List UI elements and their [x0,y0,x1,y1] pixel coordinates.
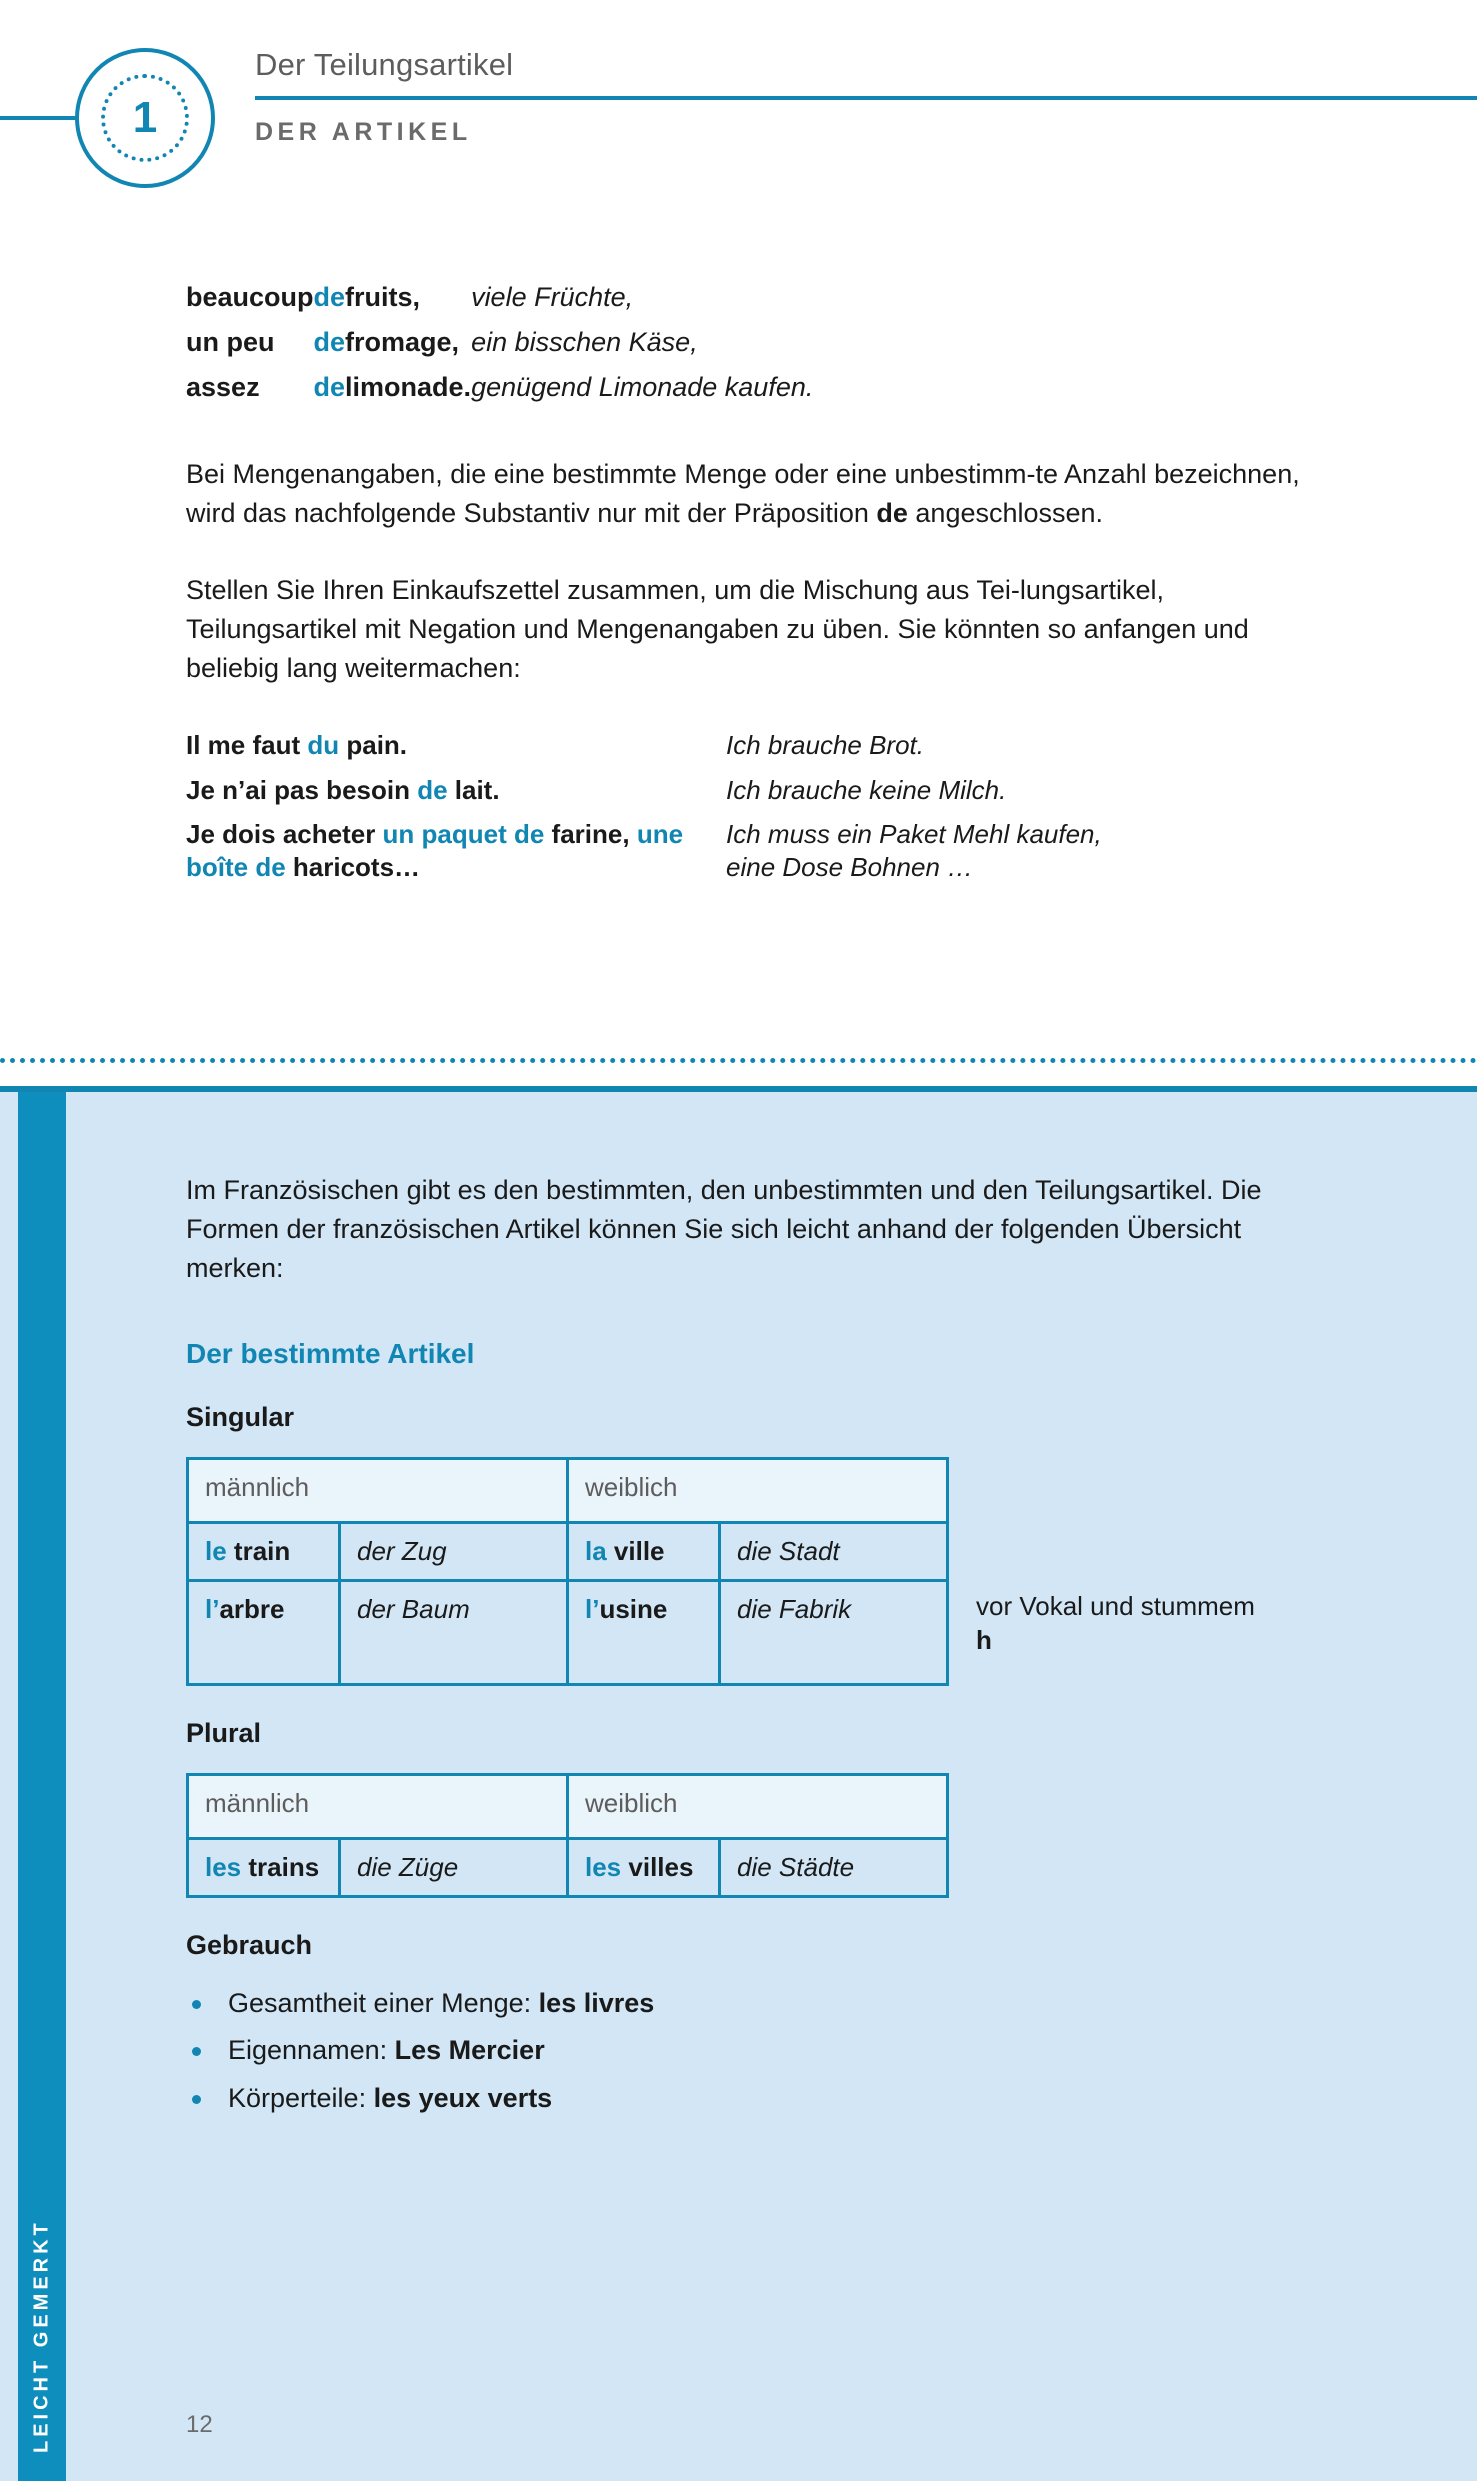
sentence-part: Je n’ai pas besoin [186,774,418,805]
article: les [585,1851,622,1882]
table-row [188,1522,948,1580]
highlight-article: de [417,774,448,805]
french-sentence [186,729,726,773]
usage-list [186,1989,1417,2114]
chapter-badge [75,48,215,188]
page-subtitle: DER ARTIKEL [255,118,472,147]
table-row [186,774,1102,818]
main-content [0,282,1477,895]
article: l’ [585,1593,600,1624]
usage-label: Eigennamen: [228,2035,395,2066]
masculine-noun [188,1580,340,1684]
noun: usine [599,1593,668,1624]
usage-example: les yeux verts [373,2083,553,2113]
quantifier: assez [186,372,260,402]
article: les [205,1851,242,1882]
highlight-article: du [307,730,340,761]
noun: arbre [219,1593,285,1624]
plural-label: Plural [186,1717,262,1748]
shopping-examples-table [186,729,1102,895]
preposition-de: de [313,372,346,402]
table-row [186,729,1102,773]
list-item [186,1989,1417,2019]
article: l’ [205,1593,220,1624]
sentence-part: farine, [544,818,637,849]
noun: train [226,1535,291,1566]
translation-line: Ich muss ein Paket Mehl kaufen, [726,818,1102,849]
preposition-de: de [313,327,346,357]
article: la [585,1535,607,1566]
noun: fromage, [345,327,460,357]
french-sentence [186,774,726,818]
noun: villes [621,1851,694,1882]
note-bold-h: h [976,1625,992,1656]
feminine-translation: die Fabrik [720,1580,948,1684]
paragraph-text-a: Bei Mengenangaben, die eine bestimmte Menge oder eine unbestimm-te Anzahl bezeichnen, wird das nachfolgende Substantiv nur mit der Präposition [186,459,1300,528]
translation: genügend Limonade kaufen. [471,372,814,402]
inline-bold-de: de [876,497,908,528]
masculine-noun [188,1838,340,1896]
table-row [188,1580,948,1684]
german-translation [726,818,1102,896]
masculine-translation: der Baum [340,1580,568,1684]
sentence-part: Je dois acheter [186,818,383,849]
feminine-noun [568,1838,720,1896]
noun: limonade. [345,372,472,402]
sentence-part: pain. [339,730,408,761]
feminine-noun [568,1580,720,1684]
article: le [205,1535,227,1566]
sentence-part: haricots… [285,852,421,883]
quantity-examples-table [186,282,813,417]
translation-line: eine Dose Bohnen … [726,852,974,883]
panel-side-tab [18,1092,66,2481]
panel-tab-label: LEICHT GEMERKT [30,2219,53,2453]
panel-section-title: Der bestimmte Artikel [186,1337,475,1369]
paragraph-mengenangaben [186,455,1327,533]
table-row [186,818,1102,896]
noun: ville [606,1535,665,1566]
table-row [188,1838,948,1896]
singular-table-wrap [186,1457,1417,1686]
german-translation: Ich brauche Brot. [726,730,924,761]
translation: viele Früchte, [471,282,634,312]
table-row [186,372,813,417]
plural-article-table [186,1773,949,1898]
paragraph-text-b: angeschlossen. [907,497,1104,528]
chapter-number: 1 [132,93,158,142]
masculine-translation: der Zug [340,1522,568,1580]
plural-table-wrap [186,1773,1417,1898]
paragraph-einkaufszettel: Stellen Sie Ihren Einkaufszettel zusammen, um die Mischung aus Tei-lungsartikel, Teilungsartikel mit Negation und Mengenangaben zu üben. Sie könnten so anfangen und beliebig lang weitermachen: [186,574,1249,683]
dotted-divider [0,1058,1477,1063]
column-header-feminine: weiblich [568,1774,948,1838]
column-header-masculine: männlich [188,1774,568,1838]
page-title: Der Teilungsartikel [255,47,514,82]
highlight-quantity: une boîte de [186,818,684,883]
quantifier: beaucoup [186,282,314,312]
feminine-translation: die Städte [720,1838,948,1896]
list-item [186,2036,1417,2066]
header-text-group [255,48,1477,147]
preposition-de: de [313,282,346,312]
masculine-noun [188,1522,340,1580]
feminine-noun [568,1522,720,1580]
table-row [186,327,813,372]
column-header-feminine: weiblich [568,1458,948,1522]
elision-note [976,1589,1256,1659]
sentence-part: Il me faut [186,730,308,761]
noun: trains [241,1851,320,1882]
masculine-translation: die Züge [340,1838,568,1896]
german-translation: Ich brauche keine Milch. [726,774,1007,805]
singular-article-table [186,1457,949,1686]
page-number: 12 [186,2411,213,2438]
panel-intro-text: Im Französischen gibt es den bestimmten, den unbestimmten und den Teilungsartikel. Die Formen der französischen Artikel können Sie sich leicht anhand der folgenden Übersicht merken: [186,1175,1262,1283]
list-item [186,2084,1417,2114]
panel-body [186,1144,1417,2132]
feminine-translation: die Stadt [720,1522,948,1580]
quantifier: un peu [186,327,275,357]
header-rule-right [255,96,1477,100]
translation: ein bisschen Käse, [471,327,698,357]
table-header-row [188,1774,948,1838]
table-header-row [188,1458,948,1522]
leicht-gemerkt-panel [0,1086,1477,2481]
noun: fruits, [345,282,421,312]
page-header [0,0,1477,210]
usage-example: Les Mercier [394,2035,545,2066]
usage-title: Gebrauch [186,1929,313,1960]
usage-example: les livres [538,1987,655,2018]
highlight-quantity: un paquet de [382,818,545,849]
usage-label: Körperteile: [228,2083,374,2113]
note-text: vor Vokal und stummem [976,1590,1255,1621]
usage-label: Gesamtheit einer Menge: [228,1987,539,2018]
column-header-masculine: männlich [188,1458,568,1522]
singular-label: Singular [186,1401,295,1432]
french-sentence [186,818,726,896]
sentence-part: lait. [447,774,500,805]
table-row [186,282,813,327]
